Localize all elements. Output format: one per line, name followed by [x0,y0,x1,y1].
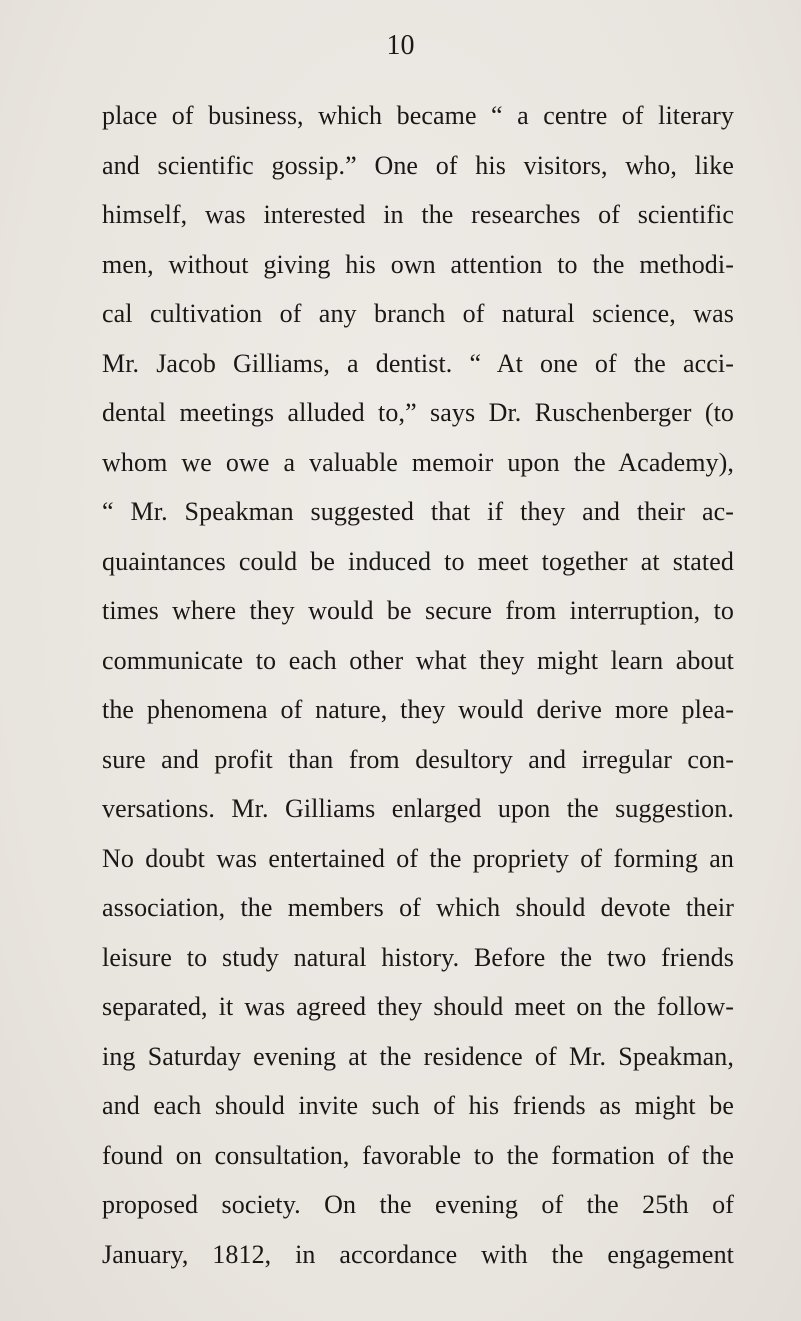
text-line: men, without giving his own attention to the methodi- [102,249,734,279]
text-line: No doubt was entertained of the propriety of forming an [102,843,734,873]
text-line: and each should invite such of his friends as might be [102,1091,734,1120]
body-text [102,91,734,1279]
text-line: and scientific gossip.” One of his visitors, who, like [102,150,734,180]
text-line: quaintances could be induced to meet together at stated [102,546,734,576]
text-line: times where they would be secure from interruption, to [102,596,734,625]
text-line: “ Mr. Speakman suggested that if they and their ac- [102,497,734,526]
page-number: 10 [386,30,415,61]
text-line: cal cultivation of any branch of natural science, was [102,299,734,328]
text-line: ing Saturday evening at the residence of Mr. Speakman, [102,1041,734,1071]
text-line: proposed society. On the evening of the 25th of [102,1190,734,1219]
text-line: himself, was interested in the researches of scientific [102,200,734,229]
text-line: Mr. Jacob Gilliams, a dentist. “ At one of the acci- [102,348,734,378]
text-line: association, the members of which should devote their [102,893,734,922]
text-line: sure and profit than from desultory and irregular con- [102,744,734,774]
text-line: dental meetings alluded to,” says Dr. Ruschenberger (to [102,398,734,427]
text-line: communicate to each other what they might learn about [102,645,734,675]
text-line: found on consultation, favorable to the formation of the [102,1140,734,1170]
text-line: whom we owe a valuable memoir upon the Academy), [102,447,734,477]
text-line: January, 1812, in accordance with the engagement [102,1239,734,1269]
text-line: the phenomena of nature, they would derive more plea- [102,695,734,724]
text-line: place of business, which became “ a centre of literary [102,101,734,130]
text-line: separated, it was agreed they should meet on the follow- [102,992,734,1021]
text-line: leisure to study natural history. Before the two friends [102,942,734,972]
text-line: versations. Mr. Gilliams enlarged upon the suggestion. [102,794,734,823]
